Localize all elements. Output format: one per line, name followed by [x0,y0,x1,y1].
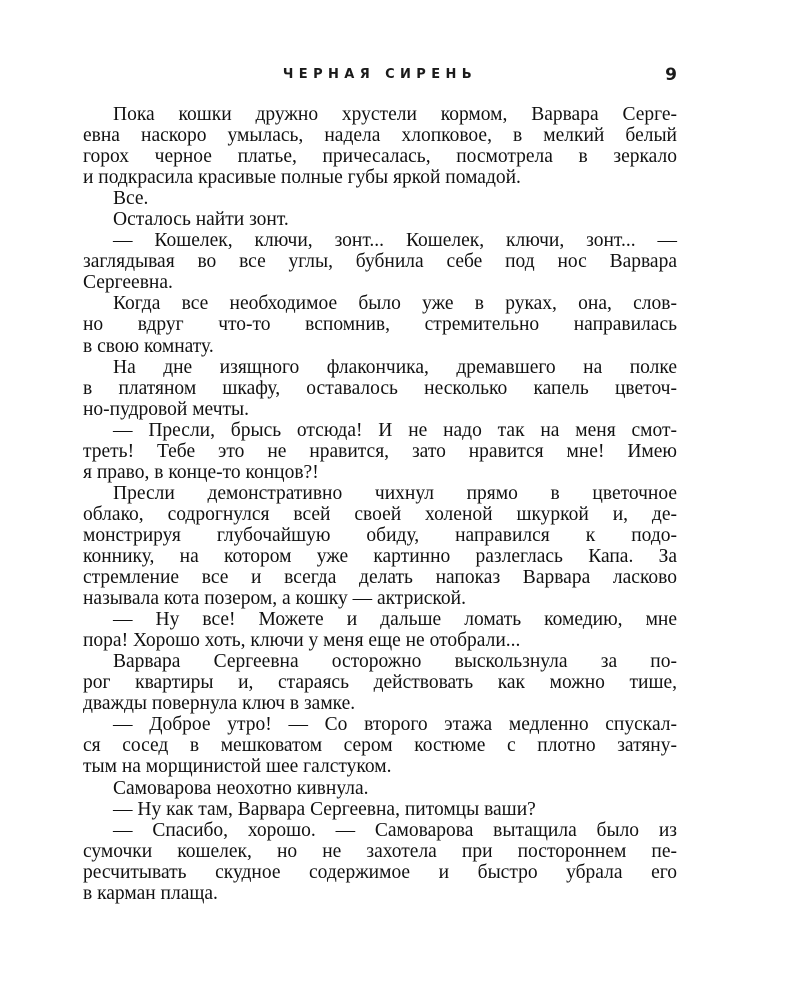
text-line: тым на морщинистой шее галстуком. [83,756,392,778]
text-line: в платяном шкафу, оставалось несколько капель цветоч- [83,377,677,399]
text-line: горох черное платье, причесалась, посмотрела в зеркало [83,146,677,168]
running-title: ЧЕРНАЯ СИРЕНЬ [282,67,478,82]
text-line: сумочки кошелек, но не захотела при постороннем пе- [83,840,677,862]
text-line: пора! Хорошо хоть, ключи у меня еще не отобрали... [83,630,521,652]
text-line: в свою комнату. [83,335,214,357]
text-line: треть! Тебе это не нравится, зато нравится мне! Имею [83,440,677,462]
text-line: коннику, на котором уже картинно разлеглась Капа. За [83,545,677,567]
text-line: заглядывая во все углы, бубнила себе под нос Варвара [83,251,677,273]
text-line: стремление все и всегда делать напоказ Варвара ласково [83,567,677,589]
text-line: Сергеевна. [83,272,173,294]
text-line: Пресли демонстративно чихнул прямо в цветочное [113,482,677,504]
text-line: называла кота позером, а кошку — актриской. [83,588,466,610]
text-line: — Ну как там, Варвара Сергеевна, питомцы ваши? [113,798,536,820]
text-line: На дне изящного флакончика, дремавшего на полке [113,356,677,378]
text-line: евна наскоро умылась, надела хлопковое, в мелкий белый [83,125,677,147]
text-line: Осталось найти зонт. [113,209,289,231]
text-line: но-пудровой мечты. [83,398,250,420]
text-line: в карман плаща. [83,882,218,904]
text-line: — Спасибо, хорошо. — Самоварова вытащила было из [113,819,677,841]
text-line: монстрируя глубочайшую обиду, направился к подо- [83,524,677,546]
text-line: — Доброе утро! — Со второго этажа медленно спускал- [113,714,677,736]
text-line: я право, в конце-то концов?! [83,461,319,483]
text-line: ся сосед в мешковатом сером костюме с плотно затяну- [83,735,677,757]
text-line: — Пресли, брысь отсюда! И не надо так на меня смот- [113,419,677,441]
text-line: Когда все необходимое было уже в руках, она, слов- [113,293,677,315]
running-header [83,67,677,87]
text-line: облако, содрогнулся всей своей холеной шкуркой и, де- [83,503,677,525]
text-line: — Кошелек, ключи, зонт... Кошелек, ключи, зонт... — [113,230,677,252]
text-line: но вдруг что-то вспомнив, стремительно направилась [83,314,677,336]
page-number: 9 [665,65,677,85]
text-line: Все. [113,188,149,210]
text-line: Самоварова неохотно кивнула. [113,777,369,799]
text-line: и подкрасила красивые полные губы яркой помадой. [83,167,521,189]
text-line: — Ну все! Можете и дальше ломать комедию, мне [113,609,677,631]
text-line: ресчитывать скудное содержимое и быстро убрала его [83,861,677,883]
text-line: дважды повернула ключ в замке. [83,693,356,715]
text-line: рог квартиры и, стараясь действовать как можно тише, [83,672,677,694]
body-text [83,104,677,904]
text-line: Пока кошки дружно хрустели кормом, Варвара Серге- [113,104,677,125]
text-line: Варвара Сергеевна осторожно выскользнула за по- [113,651,677,673]
